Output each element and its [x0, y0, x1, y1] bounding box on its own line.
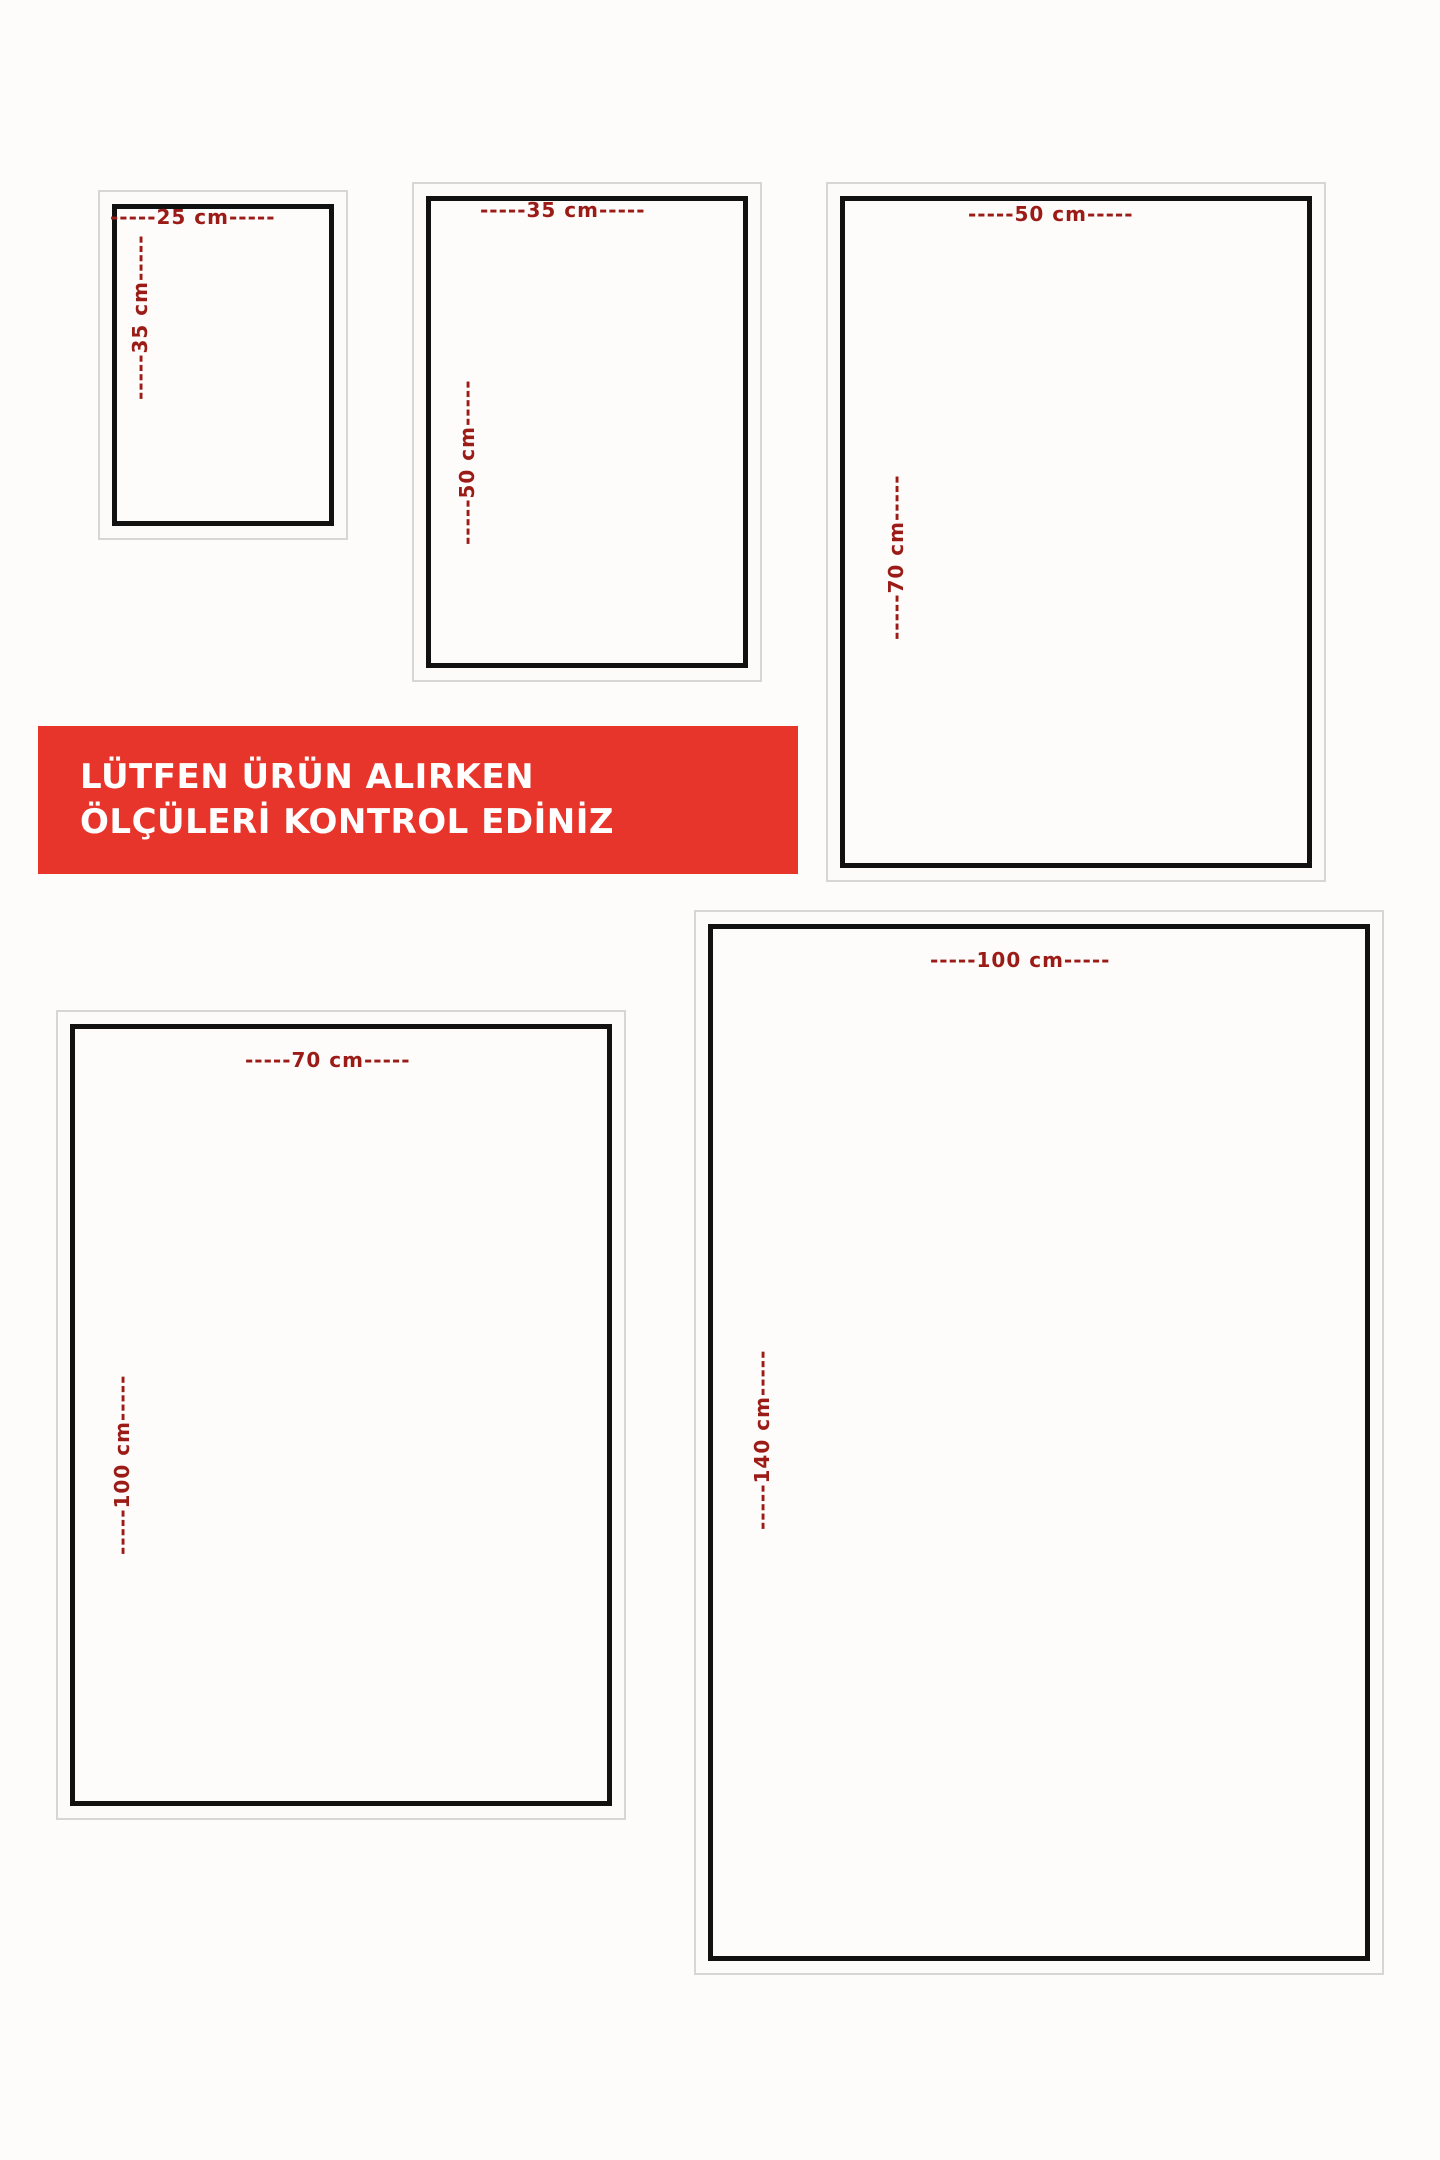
dim-width-70cm: -----70 cm----- — [245, 1048, 411, 1072]
dim-height-100cm: -----100 cm----- — [110, 1374, 134, 1555]
dim-height-35cm: -----35 cm----- — [128, 234, 152, 400]
size-check-notice — [38, 726, 798, 874]
frame-inner — [708, 924, 1370, 1961]
dim-width-100cm: -----100 cm----- — [930, 948, 1111, 972]
dim-height-140cm: -----140 cm----- — [750, 1349, 774, 1530]
notice-line-1: LÜTFEN ÜRÜN ALIRKEN — [80, 757, 535, 798]
frame-inner — [840, 196, 1312, 868]
frame-70x100 — [56, 1010, 626, 1820]
frame-inner — [70, 1024, 612, 1806]
notice-line-2: ÖLÇÜLERİ KONTROL EDİNİZ — [80, 802, 615, 842]
dim-width-50cm: -----50 cm----- — [968, 202, 1134, 226]
dim-height-70cm: -----70 cm----- — [884, 474, 908, 640]
dim-width-35cm: -----35 cm----- — [480, 198, 646, 222]
dim-width-25cm: -----25 cm----- — [110, 205, 276, 229]
frame-100x140 — [694, 910, 1384, 1975]
dim-height-50cm: -----50 cm----- — [455, 379, 479, 545]
